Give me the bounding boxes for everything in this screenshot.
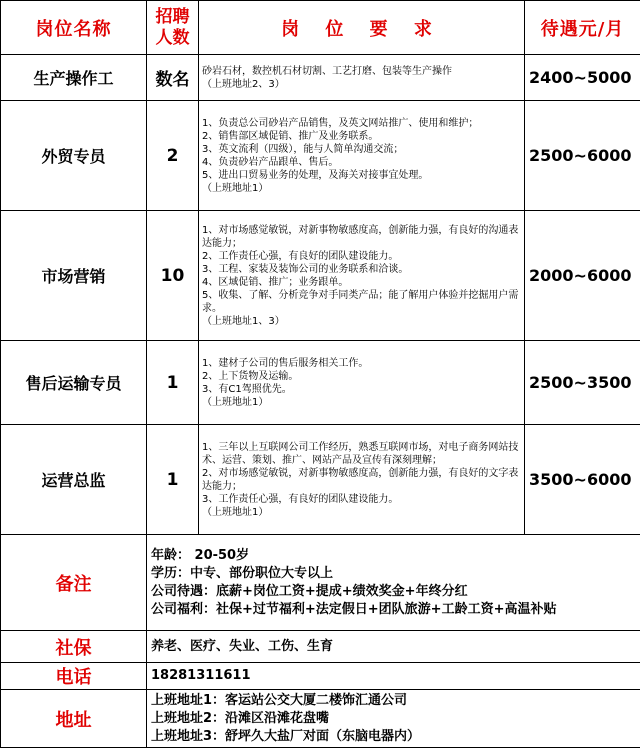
requirement-line: 2、工作责任心强，有良好的团队建设能力。 <box>202 250 399 262</box>
address-line: 上班地址1：客运站公交大厦二楼饰汇通公司 <box>151 692 408 708</box>
job-salary: 2000~6000 <box>525 211 640 341</box>
header-recruit-line2: 人数 <box>155 27 190 48</box>
requirement-line: 5、收集、了解、分析竞争对手同类产品；能了解用户体验并挖掘用户需求。 <box>202 289 519 314</box>
notes-line: 公司待遇：底薪+岗位工资+提成+绩效奖金+年终分红 <box>151 583 468 599</box>
requirement-line: （上班地址1） <box>202 396 269 408</box>
requirement-line: 2、上下货物及运输。 <box>202 370 299 382</box>
job-row <box>1 55 640 101</box>
requirement-line: 5、进出口贸易业务的处理，及海关对接事宜处理。 <box>202 169 429 181</box>
job-title: 运营总监 <box>1 425 147 535</box>
job-salary: 2500~3500 <box>525 341 640 425</box>
job-salary: 2500~6000 <box>525 101 640 211</box>
job-title: 生产操作工 <box>1 55 147 101</box>
job-requirements <box>199 425 525 535</box>
address-label: 地址 <box>1 690 147 748</box>
notes-line: 公司福利：社保+过节福利+法定假日+团队旅游+工龄工资+高温补贴 <box>151 601 557 617</box>
job-row <box>1 101 640 211</box>
requirement-line: （上班地址1） <box>202 506 269 518</box>
job-title: 售后运输专员 <box>1 341 147 425</box>
requirement-line: 1、负责总公司砂岩产品销售，及英文网站推广、使用和维护； <box>202 117 479 129</box>
requirement-line: 4、负责砂岩产品跟单、售后。 <box>202 156 339 168</box>
phone-label: 电话 <box>1 663 147 690</box>
insurance-value: 养老、医疗、失业、工伤、生育 <box>147 631 640 663</box>
job-requirements <box>199 55 525 101</box>
job-row <box>1 425 640 535</box>
requirement-line: （上班地址1） <box>202 182 269 194</box>
notes-line: 学历：中专、部份职位大专以上 <box>151 565 334 581</box>
header-row <box>1 1 640 55</box>
requirement-line: （上班地址2、3） <box>202 78 285 90</box>
requirement-line: 3、有C1驾照优先。 <box>202 383 292 395</box>
insurance-label: 社保 <box>1 631 147 663</box>
phone-row <box>1 663 640 690</box>
header-recruit-line1: 招聘 <box>155 6 190 27</box>
requirement-line: （上班地址1、3） <box>202 315 285 327</box>
notes-row <box>1 535 640 631</box>
job-count: 数名 <box>147 55 199 101</box>
requirement-line: 1、对市场感觉敏锐，对新事物敏感度高，创新能力强，有良好的沟通表达能力； <box>202 224 519 249</box>
phone-value: 18281311611 <box>147 663 640 690</box>
address-content <box>147 690 640 748</box>
job-requirements <box>199 211 525 341</box>
requirement-line: 1、三年以上互联网公司工作经历，熟悉互联网市场，对电子商务网站技术、运营、策划、推广、网站产品及宣传有深刻理解； <box>202 441 519 466</box>
job-title: 市场营销 <box>1 211 147 341</box>
header-recruit-count <box>147 1 199 55</box>
requirement-line: 4、区域促销、推广；业务跟单。 <box>202 276 349 288</box>
job-requirements <box>199 101 525 211</box>
insurance-row <box>1 631 640 663</box>
notes-label: 备注 <box>1 535 147 631</box>
job-count: 2 <box>147 101 199 211</box>
job-count: 1 <box>147 425 199 535</box>
header-position: 岗位名称 <box>1 1 147 55</box>
requirement-line: 3、工程、家装及装饰公司的业务联系和洽谈。 <box>202 263 409 275</box>
requirement-line: 3、英文流利（四级），能与人简单沟通交流； <box>202 143 404 155</box>
job-requirements <box>199 341 525 425</box>
job-title: 外贸专员 <box>1 101 147 211</box>
requirement-line: 3、工作责任心强，有良好的团队建设能力。 <box>202 493 399 505</box>
job-salary: 2400~5000 <box>525 55 640 101</box>
address-line: 上班地址2：沿滩区沿滩花盘嘴 <box>151 710 330 726</box>
job-count: 1 <box>147 341 199 425</box>
header-requirement: 岗 位 要 求 <box>199 1 525 55</box>
requirement-line: 砂岩石材，数控机石材切割、工艺打磨、包装等生产操作 <box>202 65 452 77</box>
job-row <box>1 341 640 425</box>
job-count: 10 <box>147 211 199 341</box>
address-line: 上班地址3：舒坪久大盐厂对面（东脑电器内） <box>151 728 421 744</box>
requirement-line: 2、对市场感觉敏锐，对新事物敏感度高，创新能力强，有良好的文字表达能力； <box>202 467 519 492</box>
notes-line: 年龄： 20-50岁 <box>151 547 250 563</box>
job-salary: 3500~6000 <box>525 425 640 535</box>
requirement-line: 2、销售部区域促销、推广及业务联系。 <box>202 130 379 142</box>
requirement-line: 1、建材子公司的售后服务相关工作。 <box>202 357 369 369</box>
header-salary: 待遇元/月 <box>525 1 640 55</box>
job-row <box>1 211 640 341</box>
notes-content <box>147 535 640 631</box>
address-row <box>1 690 640 748</box>
